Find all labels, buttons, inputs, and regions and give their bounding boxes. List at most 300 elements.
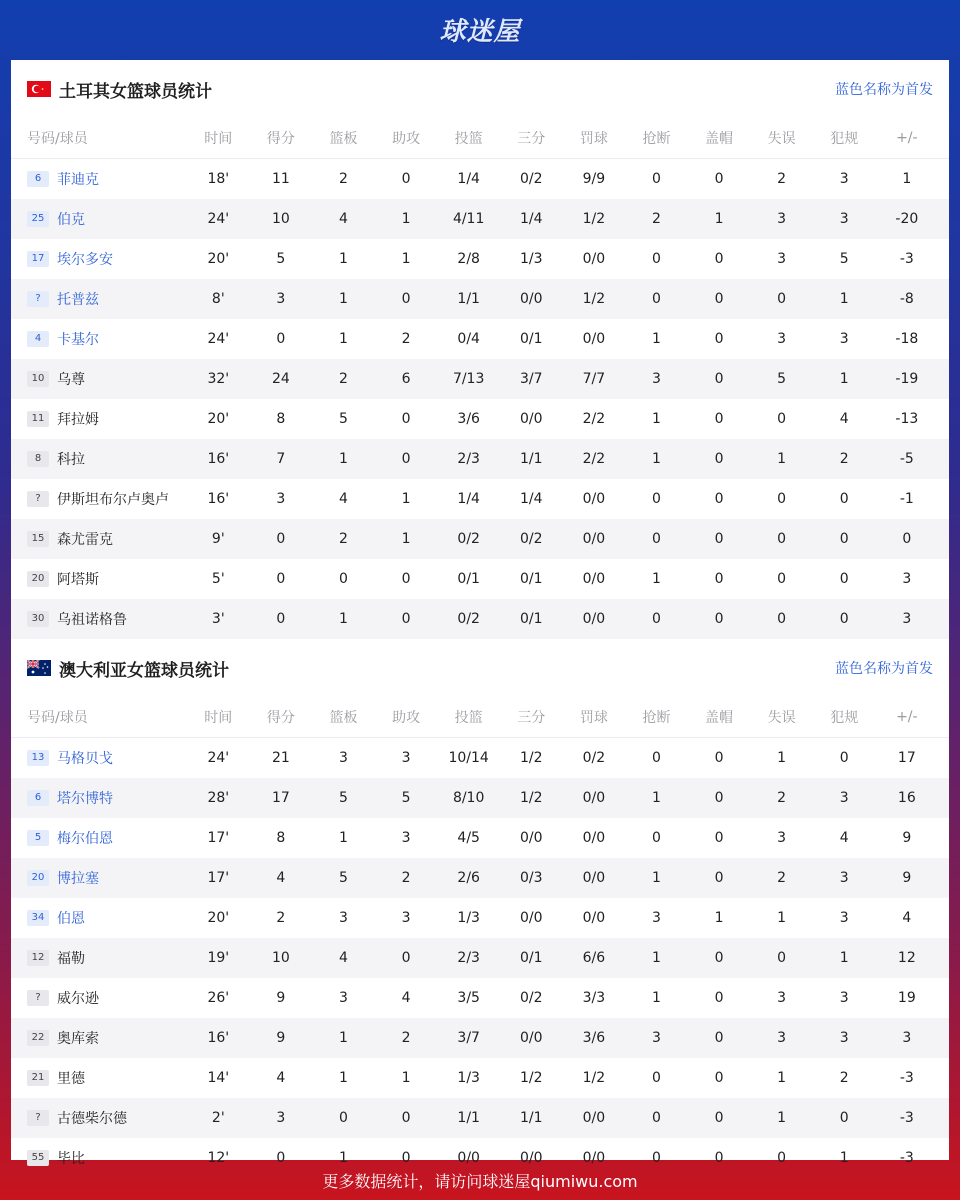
stat-cell: 2 <box>401 331 411 347</box>
starter-note: 蓝色名称为首发 <box>835 661 933 677</box>
player-name[interactable]: 卡基尔 <box>57 332 99 348</box>
stat-cell: 0 <box>714 1150 724 1166</box>
stat-cell: 5 <box>839 251 849 267</box>
stat-cell: 2 <box>339 531 348 547</box>
player-name[interactable]: 马格贝戈 <box>57 751 113 767</box>
stat-cell: 3/3 <box>582 990 606 1006</box>
stat-cell: 9 <box>276 990 286 1006</box>
stat-cell: 0/0 <box>520 291 543 307</box>
table-row[interactable] <box>11 818 949 858</box>
jersey-number: 5 <box>27 830 49 846</box>
stat-cell: 0 <box>401 291 411 307</box>
stat-cell: 0 <box>714 790 724 806</box>
stat-cell: 14' <box>207 1070 230 1086</box>
player-name[interactable]: 威尔逊 <box>57 991 99 1007</box>
player-name[interactable]: 博拉塞 <box>57 871 99 887</box>
stat-cell: 0 <box>714 1030 724 1046</box>
stat-cell: 1/4 <box>520 211 543 227</box>
stat-cell: 0 <box>714 251 724 267</box>
footer-text[interactable]: 更多数据统计，请访问球迷屋qiumiwu.com <box>322 1171 638 1191</box>
stat-cell: 1 <box>339 291 348 307</box>
column-header[interactable]: +/- <box>896 130 918 146</box>
stat-cell: 19 <box>897 990 916 1006</box>
table-row[interactable] <box>11 519 949 559</box>
jersey-number: 10 <box>27 371 49 387</box>
stat-cell: 0/4 <box>457 331 480 347</box>
player-cell <box>11 249 187 269</box>
player-cell <box>11 609 187 629</box>
footer <box>0 1160 960 1200</box>
player-cell <box>11 289 187 309</box>
table-row[interactable] <box>11 359 949 399</box>
stat-cell: 3 <box>839 870 849 886</box>
stat-cell: 3/6 <box>457 411 480 427</box>
stat-cell: 3 <box>839 990 849 1006</box>
stat-cell: 0 <box>839 491 849 507</box>
stat-cell: 9/9 <box>582 171 606 187</box>
stat-cell: 0/2 <box>520 531 543 547</box>
player-name[interactable]: 奥库索 <box>57 1031 99 1047</box>
column-header[interactable]: 投篮 <box>454 131 483 147</box>
player-cell <box>11 409 187 429</box>
stat-cell: 0 <box>651 491 661 507</box>
player-name[interactable]: 阿塔斯 <box>57 572 99 588</box>
stat-cell: 9 <box>902 830 912 846</box>
stat-cell: 20' <box>207 910 230 926</box>
stat-cell: 0 <box>401 1110 411 1126</box>
player-cell <box>11 529 187 549</box>
stat-cell: 3 <box>651 371 661 387</box>
stat-cell: 16 <box>897 790 916 806</box>
stat-cell: 19' <box>207 950 230 966</box>
table-row[interactable] <box>11 279 949 319</box>
table-row[interactable] <box>11 439 949 479</box>
column-header[interactable]: 号码/球员 <box>27 710 88 726</box>
jersey-number: 20 <box>27 870 49 886</box>
stat-cell: 21 <box>271 750 290 766</box>
player-name[interactable]: 乌尊 <box>57 372 85 388</box>
stat-cell: 0 <box>401 571 411 587</box>
stat-cell: 1 <box>777 451 787 467</box>
stat-cell: 0/3 <box>520 870 543 886</box>
stat-cell: 26' <box>207 990 230 1006</box>
stat-cell: 0 <box>777 491 787 507</box>
stat-cell: 0/0 <box>582 531 606 547</box>
stat-cell: 9 <box>276 1030 286 1046</box>
stat-cell: 8 <box>276 411 286 427</box>
player-cell <box>11 1108 187 1128</box>
stat-cell: 0/0 <box>582 331 606 347</box>
player-name[interactable]: 里德 <box>57 1071 85 1087</box>
stat-cell: 0 <box>401 950 411 966</box>
stat-cell: 1 <box>777 1070 787 1086</box>
stat-cell: 2/3 <box>457 950 480 966</box>
stat-cell: 0/2 <box>457 611 480 627</box>
column-header[interactable]: 罚球 <box>579 131 608 147</box>
stat-cell: 1 <box>714 211 724 227</box>
stat-cell: -3 <box>899 251 914 267</box>
column-header[interactable]: 罚球 <box>579 710 608 726</box>
stat-cell: 0/0 <box>582 571 606 587</box>
table-row[interactable] <box>11 1058 949 1098</box>
stat-cell: -1 <box>899 491 914 507</box>
stat-cell: 3 <box>777 211 787 227</box>
player-cell <box>11 1068 187 1088</box>
stat-cell: 2 <box>777 870 787 886</box>
stat-cell: 0 <box>401 611 411 627</box>
stat-cell: 20' <box>207 251 230 267</box>
table-row[interactable] <box>11 239 949 279</box>
stat-cell: 1 <box>651 411 661 427</box>
player-cell <box>11 449 187 469</box>
stat-cell: 1 <box>902 171 912 187</box>
section-title <box>27 77 212 102</box>
jersey-number: 6 <box>27 790 49 806</box>
player-name[interactable]: 科拉 <box>57 452 85 468</box>
player-cell <box>11 489 187 509</box>
column-header[interactable]: 盖帽 <box>705 131 734 147</box>
top-bar <box>0 0 960 58</box>
jersey-number: 4 <box>27 331 49 347</box>
stat-cell: 3 <box>777 331 787 347</box>
stat-cell: 0 <box>714 291 724 307</box>
column-header[interactable]: 抢断 <box>642 131 671 147</box>
column-header[interactable]: 投篮 <box>454 710 483 726</box>
player-name[interactable]: 伯恩 <box>57 911 85 927</box>
table-row[interactable] <box>11 159 949 199</box>
stat-cell: 5 <box>777 371 787 387</box>
stat-cell: 16' <box>207 451 230 467</box>
stat-cell: 0 <box>714 950 724 966</box>
stat-cell: 1/3 <box>457 910 480 926</box>
stat-cell: 3 <box>839 331 849 347</box>
stat-cell: 1 <box>339 1070 348 1086</box>
stat-cell: 3 <box>401 750 411 766</box>
stat-cell: 1/2 <box>582 291 606 307</box>
player-name[interactable]: 福勒 <box>57 951 85 967</box>
player-cell <box>11 788 187 808</box>
stat-cell: 0 <box>839 571 849 587</box>
jersey-number: 22 <box>27 1030 49 1046</box>
player-name[interactable]: 塔尔博特 <box>57 791 113 807</box>
stat-cell: 0 <box>651 251 661 267</box>
stat-cell: 0 <box>777 1150 787 1166</box>
stat-cell: 7 <box>276 451 286 467</box>
player-cell <box>11 748 187 768</box>
stat-cell: 1/1 <box>520 1110 543 1126</box>
stat-cell: 0 <box>401 451 411 467</box>
stat-cell: 4 <box>839 830 849 846</box>
table-row[interactable] <box>11 559 949 599</box>
stat-cell: 0 <box>339 1110 348 1126</box>
team-section <box>11 639 949 1178</box>
stat-cell: 0 <box>401 411 411 427</box>
stat-cell: 2/8 <box>457 251 480 267</box>
stat-cell: 0 <box>714 411 724 427</box>
column-header[interactable]: 时间 <box>204 710 233 726</box>
stat-cell: 3/7 <box>520 371 543 387</box>
stat-cell: 0 <box>902 531 912 547</box>
table-row[interactable] <box>11 1098 949 1138</box>
jersey-number: 21 <box>27 1070 49 1086</box>
column-header[interactable]: 犯规 <box>830 710 859 726</box>
stat-cell: 0/2 <box>457 531 480 547</box>
stat-cell: 3 <box>339 750 348 766</box>
stat-cell: 4 <box>339 950 348 966</box>
stat-cell: 1/4 <box>520 491 543 507</box>
stat-cell: 0 <box>651 750 661 766</box>
stat-cell: 8 <box>276 830 286 846</box>
stat-cell: 1/2 <box>520 750 543 766</box>
stat-cell: 4/5 <box>457 830 480 846</box>
stat-cell: 1 <box>839 371 849 387</box>
stat-cell: 2 <box>276 910 286 926</box>
player-cell <box>11 828 187 848</box>
stat-cell: 4 <box>339 491 348 507</box>
stat-cell: 0/1 <box>520 571 543 587</box>
stat-cell: 0 <box>714 750 724 766</box>
stat-cell: 17 <box>271 790 290 806</box>
stat-cell: 3 <box>651 1030 661 1046</box>
stat-cell: 1 <box>651 990 661 1006</box>
team-title: 澳大利亚女篮球员统计 <box>59 660 229 681</box>
stat-cell: 1 <box>339 830 348 846</box>
table-row[interactable] <box>11 858 949 898</box>
stat-cell: 0/2 <box>520 171 543 187</box>
player-name[interactable]: 毕比 <box>57 1151 85 1167</box>
stat-cell: 0/0 <box>582 830 606 846</box>
section-header <box>11 639 949 697</box>
stat-cell: 0 <box>714 171 724 187</box>
stat-cell: 17' <box>207 870 230 886</box>
stat-cell: 3 <box>777 990 787 1006</box>
stat-cell: 1/1 <box>457 291 480 307</box>
team-title: 土耳其女篮球员统计 <box>59 81 212 102</box>
stat-cell: 5' <box>211 571 225 587</box>
stat-cell: 3 <box>339 990 348 1006</box>
jersey-number: 6 <box>27 171 49 187</box>
table-row[interactable] <box>11 399 949 439</box>
stat-cell: 1 <box>651 331 661 347</box>
stat-cell: 0 <box>839 1110 849 1126</box>
stat-cell: 2 <box>777 790 787 806</box>
jersey-number: 13 <box>27 750 49 766</box>
jersey-number: ? <box>27 491 49 507</box>
stat-cell: 8/10 <box>452 790 485 806</box>
stat-cell: 3 <box>839 790 849 806</box>
column-header[interactable]: 号码/球员 <box>27 131 88 147</box>
stat-cell: 18' <box>207 171 230 187</box>
jersey-number: 34 <box>27 910 49 926</box>
column-header[interactable]: 助攻 <box>392 131 421 147</box>
stat-cell: 0 <box>339 571 348 587</box>
stat-cell: 0 <box>714 331 724 347</box>
jersey-number: 8 <box>27 451 49 467</box>
column-header[interactable]: +/- <box>896 709 918 725</box>
stat-cell: 2 <box>777 171 787 187</box>
player-cell <box>11 329 187 349</box>
stat-cell: -19 <box>895 371 919 387</box>
player-name[interactable]: 乌祖诺格鲁 <box>57 612 127 628</box>
column-header[interactable]: 盖帽 <box>705 710 734 726</box>
stat-cell: 0 <box>651 1110 661 1126</box>
stat-cell: 2/2 <box>582 451 606 467</box>
stat-cell: 0 <box>276 531 286 547</box>
player-cell <box>11 988 187 1008</box>
stat-cell: 0 <box>651 1070 661 1086</box>
stat-cell: 3 <box>839 171 849 187</box>
australia-flag-icon <box>27 660 51 676</box>
column-header[interactable]: 三分 <box>517 131 546 147</box>
stat-cell: 1/1 <box>520 451 543 467</box>
column-header[interactable]: 失误 <box>767 710 796 726</box>
stat-cell: 20' <box>207 411 230 427</box>
stat-cell: 1 <box>339 251 348 267</box>
column-header[interactable]: 抢断 <box>642 710 671 726</box>
stat-cell: 0 <box>651 171 661 187</box>
stat-cell: 4 <box>839 411 849 427</box>
stat-cell: 3 <box>902 571 912 587</box>
player-name[interactable]: 梅尔伯恩 <box>57 831 113 847</box>
column-header[interactable]: 时间 <box>204 131 233 147</box>
table-row[interactable] <box>11 479 949 519</box>
stat-cell: 1 <box>651 790 661 806</box>
column-header[interactable]: 三分 <box>517 710 546 726</box>
player-cell <box>11 908 187 928</box>
stat-cell: 0/0 <box>582 910 606 926</box>
stat-cell: 3 <box>401 830 411 846</box>
column-header[interactable]: 篮板 <box>329 710 358 726</box>
section-title <box>27 656 229 681</box>
stat-cell: 0 <box>714 1070 724 1086</box>
stat-cell: 10 <box>271 950 290 966</box>
stat-cell: 0/0 <box>457 1150 480 1166</box>
player-name[interactable]: 森尤雷克 <box>57 532 113 548</box>
table-row[interactable] <box>11 319 949 359</box>
stat-cell: 0/0 <box>582 491 606 507</box>
stat-cell: 2 <box>651 211 661 227</box>
stat-cell: 5 <box>339 870 348 886</box>
stat-cell: -3 <box>899 1110 914 1126</box>
stat-cell: 6 <box>401 371 411 387</box>
stat-cell: 16' <box>207 1030 230 1046</box>
stat-cell: 0 <box>651 830 661 846</box>
stat-cell: 0 <box>777 611 787 627</box>
stat-cell: 0/0 <box>520 1150 543 1166</box>
stat-cell: 4 <box>276 870 286 886</box>
player-cell <box>11 569 187 589</box>
jersey-number: 12 <box>27 950 49 966</box>
stat-cell: 1/4 <box>457 491 480 507</box>
stat-cell: 3 <box>276 491 286 507</box>
site-logo[interactable]: 球迷屋 <box>439 16 521 47</box>
stat-cell: 17' <box>207 830 230 846</box>
jersey-number: 15 <box>27 531 49 547</box>
column-header[interactable]: 得分 <box>266 131 295 147</box>
player-name[interactable]: 埃尔多安 <box>57 252 113 268</box>
column-header[interactable]: 篮板 <box>329 131 358 147</box>
table-row[interactable] <box>11 599 949 639</box>
jersey-number: ? <box>27 291 49 307</box>
stat-cell: 0 <box>839 750 849 766</box>
stat-cell: 0 <box>714 571 724 587</box>
stat-cell: 1/2 <box>520 790 543 806</box>
stat-cell: -8 <box>899 291 914 307</box>
player-name[interactable]: 托普兹 <box>57 292 99 308</box>
column-header[interactable]: 失误 <box>767 131 796 147</box>
table-row[interactable] <box>11 199 949 239</box>
stat-cell: 3/6 <box>582 1030 606 1046</box>
stat-cell: -13 <box>895 411 919 427</box>
player-name[interactable]: 拜拉姆 <box>57 412 99 428</box>
stat-cell: 0/0 <box>582 1110 606 1126</box>
stat-cell: 3/5 <box>457 990 480 1006</box>
stat-cell: 0 <box>839 531 849 547</box>
stat-cell: 0 <box>651 611 661 627</box>
player-name[interactable]: 古德柴尔德 <box>57 1111 127 1127</box>
stat-cell: 0 <box>714 491 724 507</box>
player-cell <box>11 1028 187 1048</box>
stat-cell: 1 <box>651 571 661 587</box>
column-header[interactable]: 助攻 <box>392 710 421 726</box>
table-row[interactable] <box>11 938 949 978</box>
table-row[interactable] <box>11 778 949 818</box>
stat-cell: 1 <box>777 1110 787 1126</box>
table-row[interactable] <box>11 898 949 938</box>
stats-card <box>11 60 949 1167</box>
stat-cell: 0 <box>714 990 724 1006</box>
stat-cell: 0/0 <box>520 411 543 427</box>
stat-cell: 0 <box>777 291 787 307</box>
stat-cell: 2' <box>211 1110 225 1126</box>
stat-cell: 0/1 <box>520 611 543 627</box>
stat-cell: 5 <box>339 411 348 427</box>
column-header[interactable]: 得分 <box>266 710 295 726</box>
stat-cell: 10 <box>271 211 290 227</box>
stat-cell: 3 <box>777 830 787 846</box>
stat-cell: 0 <box>276 331 286 347</box>
stat-cell: 2 <box>401 870 411 886</box>
stat-cell: 0/2 <box>582 750 606 766</box>
stat-cell: 0 <box>651 291 661 307</box>
stat-cell: 1 <box>839 950 849 966</box>
stat-cell: 0/0 <box>520 1030 543 1046</box>
stat-cell: 0/0 <box>520 830 543 846</box>
stat-cell: 1 <box>777 910 787 926</box>
stat-cell: 0/0 <box>582 251 606 267</box>
player-name[interactable]: 伊斯坦布尔卢奥卢 <box>57 492 169 508</box>
stat-cell: 0/1 <box>520 950 543 966</box>
section-header <box>11 60 949 118</box>
stat-cell: 1 <box>401 251 411 267</box>
stat-cell: 4 <box>339 211 348 227</box>
table-row[interactable] <box>11 738 949 778</box>
player-name[interactable]: 伯克 <box>57 212 85 228</box>
stat-cell: 1/3 <box>457 1070 480 1086</box>
stat-cell: 12 <box>897 950 916 966</box>
stat-cell: 1 <box>339 451 348 467</box>
stat-cell: 0/0 <box>520 910 543 926</box>
stat-cell: 0 <box>714 611 724 627</box>
table-row[interactable] <box>11 1018 949 1058</box>
stat-cell: 9' <box>211 531 225 547</box>
player-name[interactable]: 菲迪克 <box>57 172 99 188</box>
stat-cell: 24' <box>207 331 230 347</box>
column-header[interactable]: 犯规 <box>830 131 859 147</box>
table-row[interactable] <box>11 978 949 1018</box>
stat-cell: 3 <box>839 211 849 227</box>
stat-cell: 3 <box>839 1030 849 1046</box>
